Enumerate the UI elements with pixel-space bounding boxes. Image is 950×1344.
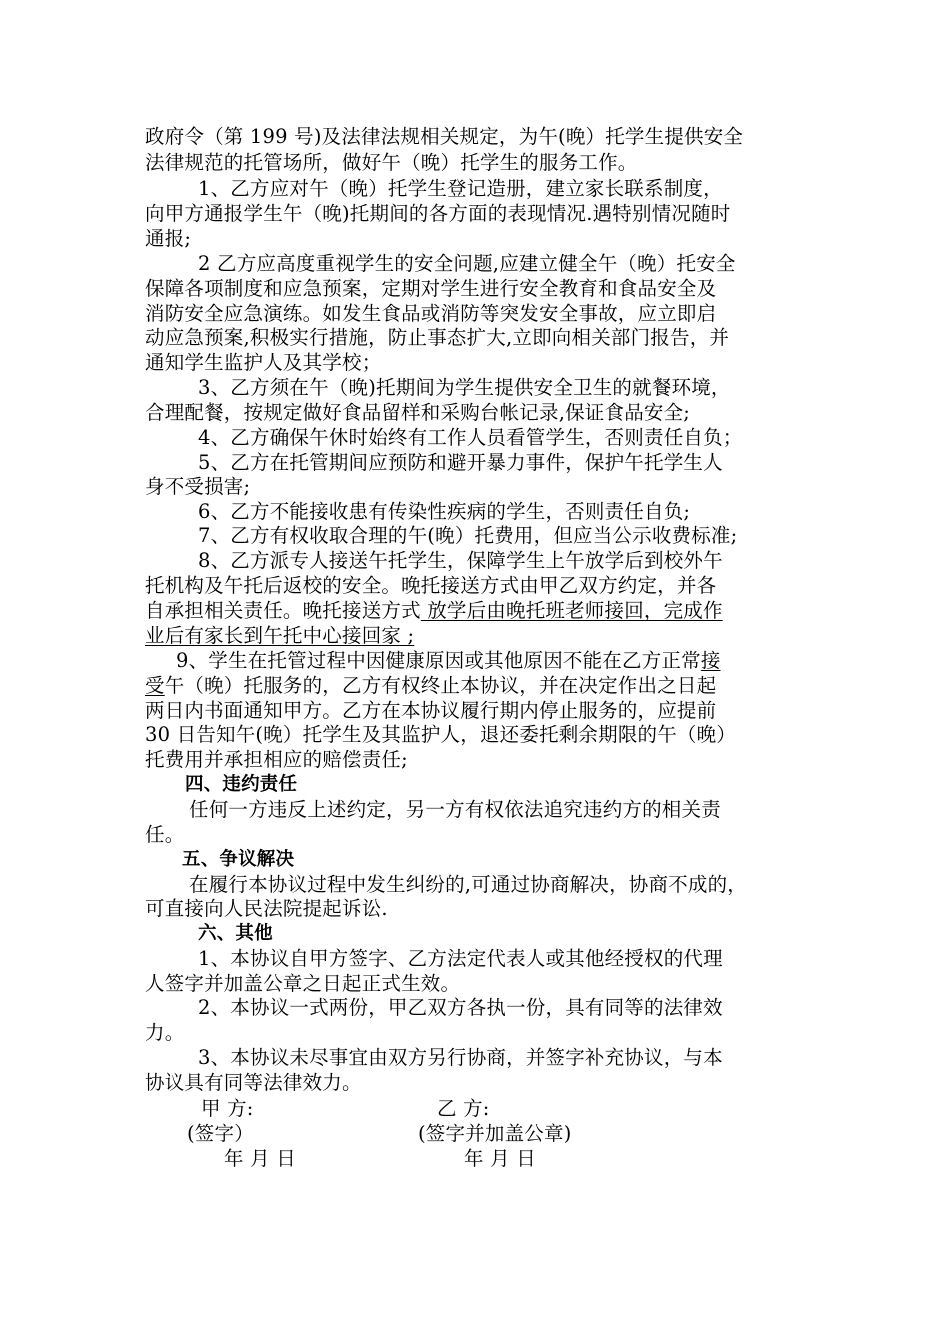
- text-line: [145, 673, 716, 698]
- text-line: 通报;: [145, 227, 192, 250]
- text-line: 在履行本协议过程中发生纠纷的,可通过协商解决，协商不成的，: [189, 873, 747, 896]
- underlined-pickup-method-continued: 业后有家长到午托中心接回家 ;: [145, 624, 415, 647]
- party-b-date: 年 月 日: [464, 1147, 536, 1170]
- text-line: 动应急预案,积极实行措施，防止事态扩大,立即向相关部门报告，并: [145, 326, 730, 349]
- text-line: 2 乙方应高度重视学生的安全问题,应建立健全午（晚）托安全: [198, 252, 736, 275]
- text-line: 身不受损害;: [145, 475, 251, 498]
- party-b-sign: (签字并加盖公章): [418, 1122, 572, 1145]
- text-line: 政府令（第 199 号)及法律法规相关规定，为午(晚）托学生提供安全: [145, 125, 744, 148]
- text-line: 法律规范的托管场所，做好午（晚）托学生的服务工作。: [145, 151, 638, 174]
- party-a-date: 年 月 日: [224, 1147, 296, 1170]
- text-line: 5、乙方在托管期间应预防和避开暴力事件，保护午托学生人: [198, 451, 723, 474]
- text-line: 2、本协议一式两份，甲乙双方各执一份，具有同等的法律效: [198, 996, 723, 1019]
- text-line: 7、乙方有权收取合理的午(晚）托费用，但应当公示收费标准;: [198, 524, 738, 547]
- party-a-label: 甲 方:: [201, 1097, 254, 1120]
- text-segment: 自承担相关责任。晚托接送方式: [145, 599, 421, 622]
- text-line: 托费用并承担相应的赔偿责任;: [145, 748, 408, 771]
- party-a-sign: (签字）: [187, 1122, 254, 1145]
- text-line: 1、乙方应对午（晚）托学生登记造册，建立家长联系制度，: [198, 177, 723, 200]
- text-line: 向甲方通报学生午（晚)托期间的各方面的表现情况.遇特别情况随时: [145, 202, 731, 225]
- text-line: [145, 598, 723, 623]
- text-line: 合理配餐，按规定做好食品留样和采购台帐记录,保证食品安全;: [145, 401, 691, 424]
- text-line: 力。: [145, 1021, 185, 1044]
- text-line: 保障各项制度和应急预案，定期对学生进行安全教育和食品安全及: [145, 277, 717, 300]
- text-line: 3、本协议未尽事宜由双方另行协商，并签字补充协议，与本: [198, 1046, 723, 1069]
- text-line: 4、乙方确保午休时始终有工作人员看管学生，否则责任自负；: [198, 426, 743, 449]
- text-line: [176, 648, 721, 673]
- text-line: 任。: [145, 823, 185, 846]
- text-line: 可直接向人民法院提起诉讼.: [145, 897, 388, 920]
- underlined-char: 受: [145, 674, 165, 697]
- text-segment: 午（晚）托服务的，乙方有权终止本协议，并在决定作出之日起: [164, 674, 717, 697]
- section-heading-dispute: 五、争议解决: [182, 849, 295, 870]
- section-heading-breach: 四、违约责任: [185, 774, 298, 795]
- section-heading-other: 六、其他: [198, 923, 273, 944]
- text-line: 托机构及午托后返校的安全。晚托接送方式由甲乙双方约定，并各: [145, 574, 717, 597]
- underlined-char: 接: [700, 649, 721, 672]
- text-line: 任何一方违反上述约定，另一方有权依法追究违约方的相关责: [189, 798, 721, 821]
- text-line: 30 日告知午(晚）托学生及其监护人，退还委托剩余期限的午（晚）: [145, 723, 737, 746]
- party-b-label: 乙 方:: [437, 1097, 490, 1120]
- text-segment: 9、学生在托管过程中因健康原因或其他原因不能在乙方正常: [176, 649, 701, 672]
- text-line: 协议具有同等法律效力。: [145, 1071, 362, 1094]
- underlined-pickup-method: 放学后由晚托班老师接回，完成作: [420, 599, 723, 622]
- text-line: 1、本协议自甲方签字、乙方法定代表人或其他经授权的代理: [198, 947, 723, 970]
- text-line: 8、乙方派专人接送午托学生，保障学生上午放学后到校外午: [198, 549, 723, 572]
- text-line: 消防安全应急演练。如发生食品或消防等突发安全事故，应立即启: [145, 302, 717, 325]
- text-line: 3、乙方须在午（晚)托期间为学生提供安全卫生的就餐环境，: [198, 376, 731, 399]
- text-line: 6、乙方不能接收患有传染性疾病的学生，否则责任自负;: [198, 500, 691, 523]
- text-line: 两日内书面通知甲方。乙方在本协议履行期内停止服务的，应提前: [145, 699, 717, 722]
- text-line: 人签字并加盖公章之日起正式生效。: [145, 972, 461, 995]
- text-line: 通知学生监护人及其学校；: [145, 351, 382, 374]
